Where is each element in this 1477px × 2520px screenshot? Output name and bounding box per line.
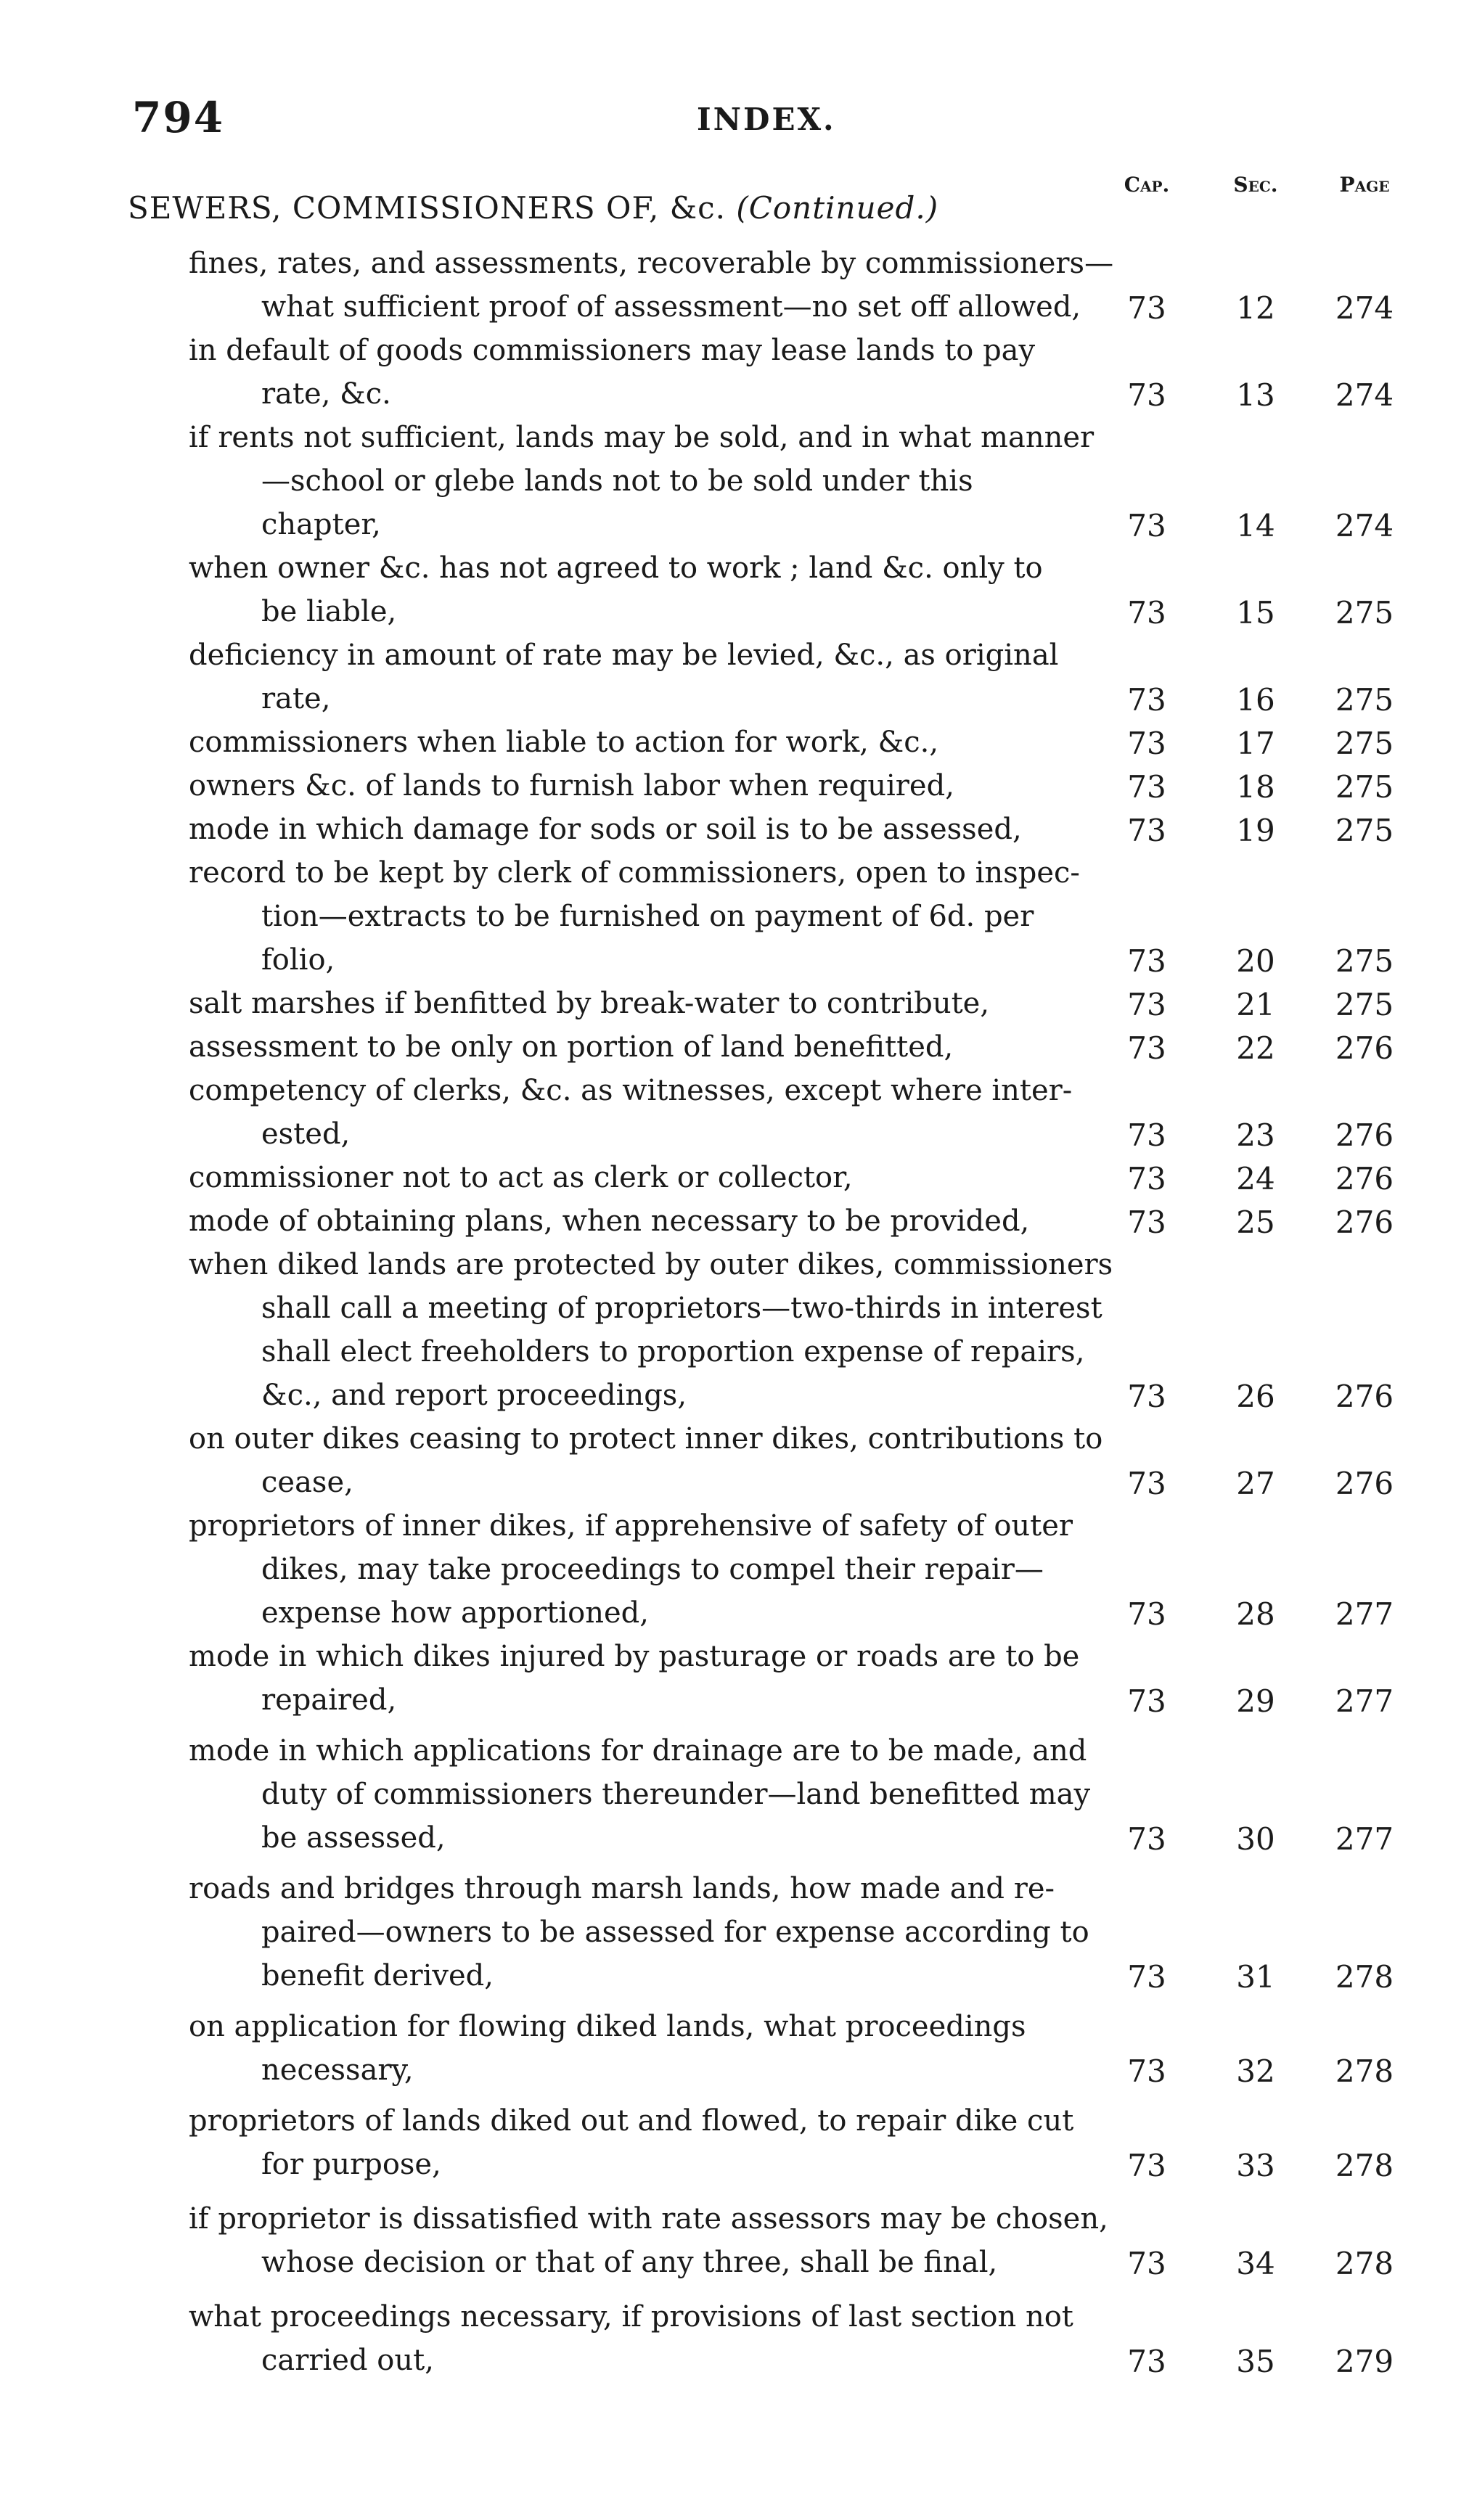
entry-page: 276: [1335, 1379, 1394, 1414]
entry-text: record to be kept by clerk of commissioners, open to inspec-: [189, 856, 1080, 890]
entry-text: mode in which applications for drainage are to be made, and: [189, 1734, 1087, 1768]
column-header-sec: Sec.: [1233, 173, 1278, 197]
entry-text: owners &c. of lands to furnish labor when required,: [189, 769, 954, 803]
entry-page: 277: [1335, 1683, 1394, 1719]
entry-page: 276: [1335, 1030, 1394, 1066]
column-header-page: Page: [1339, 173, 1390, 197]
entry-sec: 27: [1236, 1466, 1275, 1501]
entry-text: proprietors of inner dikes, if apprehensive of safety of outer: [189, 1509, 1073, 1543]
entry-page: 278: [1335, 1959, 1394, 1995]
entry-cap: 73: [1127, 1959, 1166, 1995]
entry-text: commissioner not to act as clerk or collector,: [189, 1161, 853, 1194]
entry-text: deficiency in amount of rate may be levied, &c., as original: [189, 639, 1059, 672]
entry-text: if rents not sufficient, lands may be sold, and in what manner: [189, 421, 1095, 454]
entry-sec: 29: [1236, 1683, 1275, 1719]
entry-sec: 35: [1236, 2344, 1275, 2379]
entry-page: 276: [1335, 1466, 1394, 1501]
entry-text-continued: shall call a meeting of proprietors—two-thirds in interest: [261, 1292, 1102, 1325]
entry-text-continued: what sufficient proof of assessment—no set off allowed,: [261, 290, 1081, 324]
entry-text: mode in which damage for sods or soil is to be assessed,: [189, 813, 1022, 846]
entry-cap: 73: [1127, 943, 1166, 979]
entry-text-continued: paired—owners to be assessed for expense according to: [261, 1916, 1089, 1949]
entry-cap: 73: [1127, 769, 1166, 805]
entry-cap: 73: [1127, 2344, 1166, 2379]
entry-text-continued: benefit derived,: [261, 1959, 494, 1992]
entry-cap: 73: [1127, 508, 1166, 543]
entry-sec: 16: [1236, 682, 1275, 718]
entry-sec: 30: [1236, 1821, 1275, 1857]
entry-cap: 73: [1127, 2148, 1166, 2183]
entry-text-continued: rate,: [261, 682, 331, 715]
entry-cap: 73: [1127, 290, 1166, 326]
entry-text-continued: repaired,: [261, 1683, 397, 1717]
entry-page: 279: [1335, 2344, 1394, 2379]
entry-cap: 73: [1127, 813, 1166, 848]
entry-cap: 73: [1127, 1379, 1166, 1414]
entry-cap: 73: [1127, 1117, 1166, 1153]
entry-cap: 73: [1127, 1204, 1166, 1240]
entry-sec: 20: [1236, 943, 1275, 979]
entry-text: assessment to be only on portion of land benefitted,: [189, 1030, 954, 1064]
entry-text: if proprietor is dissatisfied with rate assessors may be chosen,: [189, 2202, 1108, 2236]
entry-page: 274: [1335, 290, 1394, 326]
entry-page: 276: [1335, 1204, 1394, 1240]
entry-sec: 17: [1236, 726, 1275, 761]
entry-page: 277: [1335, 1596, 1394, 1632]
entry-text-continued: be assessed,: [261, 1821, 446, 1855]
entry-page: 275: [1335, 943, 1394, 979]
entry-text: salt marshes if benfitted by break-water to contribute,: [189, 987, 990, 1020]
entry-page: 274: [1335, 508, 1394, 543]
entry-text-continued: duty of commissioners thereunder—land benefitted may: [261, 1778, 1091, 1811]
entry-sec: 22: [1236, 1030, 1275, 1066]
entry-text-continued: carried out,: [261, 2344, 434, 2377]
entry-cap: 73: [1127, 1466, 1166, 1501]
entry-cap: 73: [1127, 682, 1166, 718]
entry-sec: 14: [1236, 508, 1275, 543]
entry-sec: 33: [1236, 2148, 1275, 2183]
entry-text: competency of clerks, &c. as witnesses, except where inter-: [189, 1074, 1073, 1107]
entry-sec: 25: [1236, 1204, 1275, 1240]
entry-cap: 73: [1127, 2053, 1166, 2089]
entry-text-continued: folio,: [261, 943, 335, 977]
entry-page: 274: [1335, 377, 1394, 413]
entry-sec: 34: [1236, 2246, 1275, 2281]
entry-text-continued: &c., and report proceedings,: [261, 1379, 687, 1412]
entry-text-continued: whose decision or that of any three, shall be final,: [261, 2246, 998, 2279]
entry-sec: 21: [1236, 987, 1275, 1022]
entry-text-continued: ested,: [261, 1117, 351, 1151]
entry-text-continued: dikes, may take proceedings to compel their repair—: [261, 1553, 1044, 1586]
entry-page: 276: [1335, 1117, 1394, 1153]
entry-page: 275: [1335, 726, 1394, 761]
entry-sec: 28: [1236, 1596, 1275, 1632]
entry-cap: 73: [1127, 2246, 1166, 2281]
entry-text: what proceedings necessary, if provisions of last section not: [189, 2300, 1073, 2334]
entry-cap: 73: [1127, 1683, 1166, 1719]
entry-sec: 13: [1236, 377, 1275, 413]
entry-text: when owner &c. has not agreed to work ; land &c. only to: [189, 551, 1043, 585]
entry-page: 278: [1335, 2053, 1394, 2089]
entry-cap: 73: [1127, 726, 1166, 761]
entry-text-continued: rate, &c.: [261, 377, 391, 411]
section-continued: (Continued.): [736, 190, 939, 226]
entry-text-continued: for purpose,: [261, 2148, 441, 2181]
entry-page: 275: [1335, 595, 1394, 631]
page-number: 794: [132, 93, 225, 142]
column-header-cap: Cap.: [1124, 173, 1170, 197]
entry-text-continued: shall elect freeholders to proportion expense of repairs,: [261, 1335, 1085, 1368]
entry-page: 275: [1335, 813, 1394, 848]
entry-text: in default of goods commissioners may lease lands to pay: [189, 334, 1036, 367]
entry-sec: 23: [1236, 1117, 1275, 1153]
entry-cap: 73: [1127, 1821, 1166, 1857]
entry-cap: 73: [1127, 1030, 1166, 1066]
entry-cap: 73: [1127, 987, 1166, 1022]
entry-text-continued: chapter,: [261, 508, 381, 541]
entry-cap: 73: [1127, 1161, 1166, 1197]
section-heading: [128, 190, 938, 226]
entry-sec: 24: [1236, 1161, 1275, 1197]
entry-page: 275: [1335, 987, 1394, 1022]
entry-text-continued: necessary,: [261, 2053, 414, 2087]
entry-text: mode of obtaining plans, when necessary to be provided,: [189, 1204, 1030, 1238]
entry-text-continued: cease,: [261, 1466, 353, 1499]
entry-cap: 73: [1127, 1596, 1166, 1632]
entry-page: 275: [1335, 682, 1394, 718]
entry-text-continued: be liable,: [261, 595, 397, 628]
entry-text: mode in which dikes injured by pasturage or roads are to be: [189, 1640, 1080, 1673]
entry-cap: 73: [1127, 377, 1166, 413]
entry-text: proprietors of lands diked out and flowed, to repair dike cut: [189, 2104, 1074, 2138]
entry-text: roads and bridges through marsh lands, how made and re-: [189, 1872, 1055, 1905]
entry-page: 276: [1335, 1161, 1394, 1197]
entry-text: fines, rates, and assessments, recoverable by commissioners—: [189, 247, 1114, 280]
entry-page: 277: [1335, 1821, 1394, 1857]
entry-text-continued: expense how apportioned,: [261, 1596, 649, 1630]
entry-text: on outer dikes ceasing to protect inner dikes, contributions to: [189, 1422, 1103, 1456]
entry-cap: 73: [1127, 595, 1166, 631]
entry-page: 275: [1335, 769, 1394, 805]
entry-sec: 12: [1236, 290, 1275, 326]
entry-text-continued: —school or glebe lands not to be sold under this: [261, 464, 973, 498]
entry-sec: 32: [1236, 2053, 1275, 2089]
entry-sec: 31: [1236, 1959, 1275, 1995]
entry-text: commissioners when liable to action for work, &c.,: [189, 726, 939, 759]
entry-text: on application for flowing diked lands, what proceedings: [189, 2010, 1026, 2043]
entry-sec: 18: [1236, 769, 1275, 805]
page-title: INDEX.: [697, 102, 836, 137]
entry-sec: 15: [1236, 595, 1275, 631]
entry-text-continued: tion—extracts to be furnished on payment of 6d. per: [261, 900, 1034, 933]
entry-page: 278: [1335, 2148, 1394, 2183]
entry-page: 278: [1335, 2246, 1394, 2281]
entry-sec: 26: [1236, 1379, 1275, 1414]
entry-text: when diked lands are protected by outer dikes, commissioners: [189, 1248, 1113, 1281]
section-title: SEWERS, COMMISSIONERS OF, &c.: [128, 190, 727, 226]
entry-sec: 19: [1236, 813, 1275, 848]
